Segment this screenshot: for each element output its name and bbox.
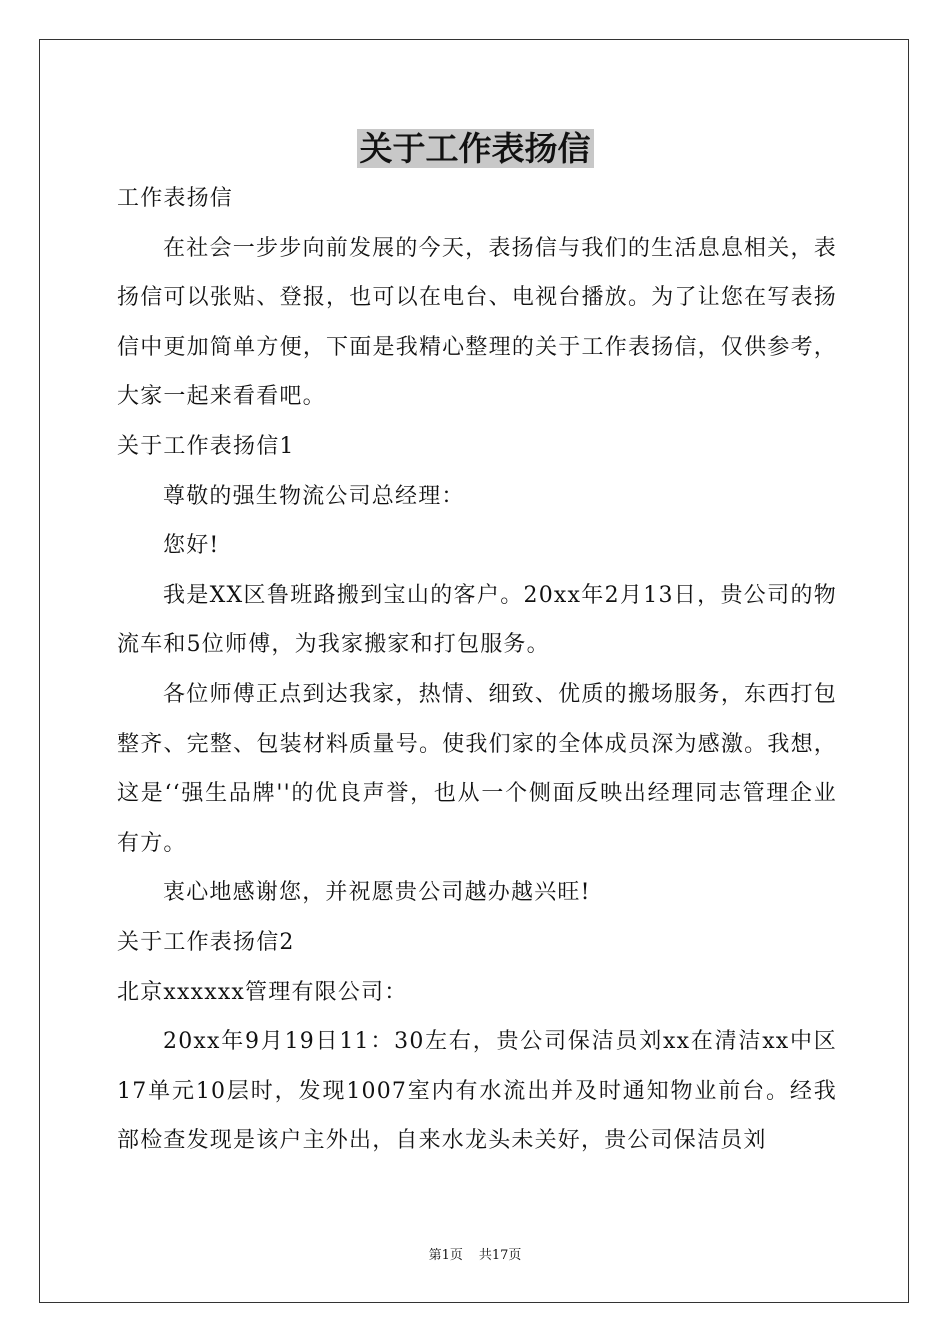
body-paragraph-2a: 20xx年9月19日11：30左右，贵公司保洁员刘xx在清洁xx中区17单元10层时，发现1007室内有水流出并及时通知物业前台。经我部检查发现是该户主外出，自来水龙头未关好，贵公司保洁员刘	[117, 1029, 837, 1154]
section-heading-2: 关于工作表扬信2	[117, 929, 295, 955]
salutation-1: 尊敬的强生物流公司总经理：	[163, 483, 465, 509]
page-footer	[0, 1246, 950, 1266]
salutation-2: 北京xxxxxx管理有限公司：	[117, 979, 408, 1005]
document-title-text: 关于工作表扬信	[357, 129, 594, 168]
paragraph-intro: 在社会一步步向前发展的今天，表扬信与我们的生活息息相关，表扬信可以张贴、登报，也可以在电台、电视台播放。为了让您在写表扬信中更加简单方便，下面是我精心整理的关于工作表扬信，仅供参考，大家一起来看看吧。	[117, 235, 837, 410]
greeting-1: 您好!	[163, 533, 220, 559]
page-total: 共17页	[478, 1248, 522, 1263]
section-heading-1: 关于工作表扬信1	[117, 433, 295, 459]
body-paragraph-1b: 各位师傅正点到达我家，热情、细致、优质的搬场服务，东西打包整齐、完整、包装材料质量号。使我们家的全体成员深为感激。我想，这是‘‘强生品牌''的优良声誉，也从一个侧面反映出经理同志管理企业有方。	[117, 681, 837, 856]
closing-paragraph-1: 衷心地感谢您，并祝愿贵公司越办越兴旺!	[163, 880, 591, 906]
document-title	[0, 126, 950, 172]
body-paragraph-1a: 我是XX区鲁班路搬到宝山的客户。20xx年2月13日，贵公司的物流车和5位师傅，为我家搬家和打包服务。	[117, 582, 837, 658]
document-body	[117, 174, 837, 1166]
page-number: 第1页	[428, 1248, 463, 1263]
paragraph-intro-heading: 工作表扬信	[117, 186, 234, 211]
